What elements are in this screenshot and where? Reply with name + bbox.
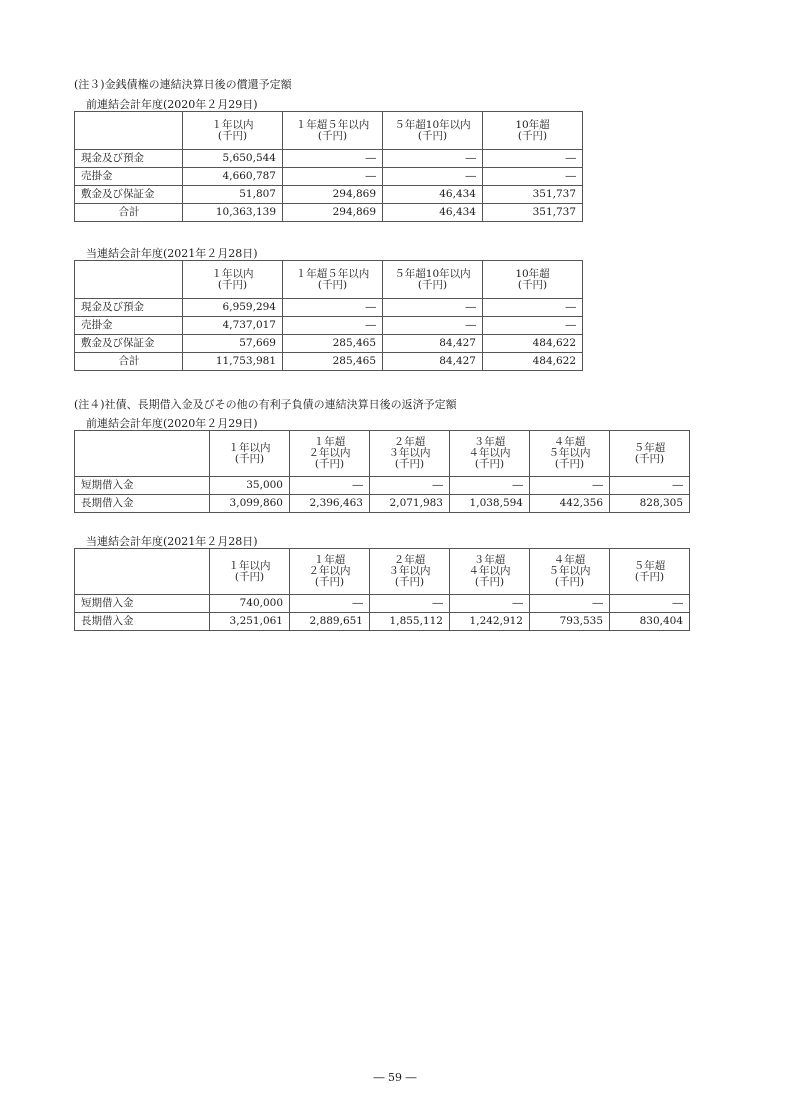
row-label: 売掛金: [75, 317, 183, 335]
table-cell: ―: [283, 150, 383, 168]
column-header: 10年超 (千円): [483, 261, 583, 299]
table-row: [75, 495, 690, 513]
header-corner: [75, 431, 210, 477]
note3-prev-period: 前連結会計年度(2020年２月29日): [86, 98, 258, 111]
column-header: 10年超 (千円): [483, 112, 583, 150]
column-header: ５年超 (千円): [610, 549, 690, 595]
table-cell: 3,099,860: [210, 495, 290, 513]
table-cell: 2,071,983: [370, 495, 450, 513]
column-header: ４年超 ５年以内 (千円): [530, 549, 610, 595]
table-cell: 84,427: [383, 335, 483, 353]
row-label: 現金及び預金: [75, 150, 183, 168]
row-label: 売掛金: [75, 168, 183, 186]
column-header: １年以内 (千円): [183, 261, 283, 299]
note3-curr-period: 当連結会計年度(2021年２月28日): [86, 247, 258, 260]
table-cell: ―: [290, 477, 370, 495]
table-cell: 1,242,912: [450, 613, 530, 631]
table-cell: 6,959,294: [183, 299, 283, 317]
table-cell: 294,869: [283, 204, 383, 222]
row-label: 長期借入金: [75, 613, 210, 631]
row-label: 敷金及び保証金: [75, 186, 183, 204]
table-cell: 46,434: [383, 186, 483, 204]
table-cell: ―: [483, 168, 583, 186]
header-row: [75, 431, 690, 477]
note4-curr-period: 当連結会計年度(2021年２月28日): [86, 535, 258, 548]
table-cell: ―: [610, 477, 690, 495]
note3-curr-table: [74, 260, 583, 371]
table-cell: 11,753,981: [183, 353, 283, 371]
column-header: １年以内 (千円): [210, 549, 290, 595]
table-cell: 484,622: [483, 353, 583, 371]
table-cell: ―: [283, 168, 383, 186]
note4-prev-table: [74, 430, 690, 513]
table-cell: 4,737,017: [183, 317, 283, 335]
column-header: ５年超 (千円): [610, 431, 690, 477]
table-cell: 51,807: [183, 186, 283, 204]
table-row: [75, 353, 583, 371]
table-cell: 84,427: [383, 353, 483, 371]
column-header: １年超５年以内 (千円): [283, 112, 383, 150]
table-cell: ―: [530, 595, 610, 613]
table-row: [75, 595, 690, 613]
table-cell: 294,869: [283, 186, 383, 204]
table-row: [75, 317, 583, 335]
table-cell: ―: [283, 299, 383, 317]
column-header: １年超 ２年以内 (千円): [290, 431, 370, 477]
table-cell: ―: [370, 595, 450, 613]
row-label: 長期借入金: [75, 495, 210, 513]
table-cell: 1,038,594: [450, 495, 530, 513]
note3-prev-table: [74, 111, 583, 222]
row-label: 合計: [75, 204, 183, 222]
header-row: [75, 261, 583, 299]
table-cell: ―: [450, 595, 530, 613]
column-header: １年以内 (千円): [210, 431, 290, 477]
table-cell: 830,404: [610, 613, 690, 631]
row-label: 短期借入金: [75, 595, 210, 613]
table-cell: ―: [383, 299, 483, 317]
header-row: [75, 112, 583, 150]
table-cell: 351,737: [483, 186, 583, 204]
header-corner: [75, 549, 210, 595]
row-label: 現金及び預金: [75, 299, 183, 317]
note4-prev-period: 前連結会計年度(2020年２月29日): [86, 417, 258, 430]
table-row: [75, 477, 690, 495]
table-row: [75, 168, 583, 186]
column-header: １年以内 (千円): [183, 112, 283, 150]
table-cell: 57,669: [183, 335, 283, 353]
row-label: 合計: [75, 353, 183, 371]
header-row: [75, 549, 690, 595]
table-cell: 46,434: [383, 204, 483, 222]
table-cell: ―: [483, 299, 583, 317]
table-cell: 285,465: [283, 335, 383, 353]
table-cell: ―: [370, 477, 450, 495]
table-cell: ―: [283, 317, 383, 335]
table-cell: ―: [290, 595, 370, 613]
column-header: １年超 ２年以内 (千円): [290, 549, 370, 595]
table-row: [75, 335, 583, 353]
column-header: ３年超 ４年以内 (千円): [450, 549, 530, 595]
table-cell: ―: [450, 477, 530, 495]
table-cell: ―: [483, 317, 583, 335]
table-row: [75, 204, 583, 222]
table-cell: 285,465: [283, 353, 383, 371]
table-cell: 740,000: [210, 595, 290, 613]
table-row: [75, 613, 690, 631]
table-cell: 828,305: [610, 495, 690, 513]
table-cell: ―: [383, 150, 483, 168]
column-header: １年超５年以内 (千円): [283, 261, 383, 299]
column-header: ３年超 ４年以内 (千円): [450, 431, 530, 477]
table-cell: 442,356: [530, 495, 610, 513]
table-row: [75, 150, 583, 168]
header-corner: [75, 261, 183, 299]
table-cell: ―: [483, 150, 583, 168]
row-label: 敷金及び保証金: [75, 335, 183, 353]
table-cell: 793,535: [530, 613, 610, 631]
column-header: ４年超 ５年以内 (千円): [530, 431, 610, 477]
row-label: 短期借入金: [75, 477, 210, 495]
table-cell: 484,622: [483, 335, 583, 353]
table-cell: 35,000: [210, 477, 290, 495]
column-header: ２年超 ３年以内 (千円): [370, 549, 450, 595]
page-number: ― 59 ―: [373, 1071, 417, 1084]
table-cell: 2,889,651: [290, 613, 370, 631]
table-cell: ―: [383, 168, 483, 186]
table-cell: 3,251,061: [210, 613, 290, 631]
table-cell: 4,660,787: [183, 168, 283, 186]
table-row: [75, 186, 583, 204]
note4-curr-table: [74, 548, 690, 631]
table-cell: 10,363,139: [183, 204, 283, 222]
column-header: ５年超10年以内 (千円): [383, 261, 483, 299]
column-header: ２年超 ３年以内 (千円): [370, 431, 450, 477]
table-cell: 1,855,112: [370, 613, 450, 631]
table-cell: ―: [383, 317, 483, 335]
table-cell: ―: [610, 595, 690, 613]
table-cell: 351,737: [483, 204, 583, 222]
column-header: ５年超10年以内 (千円): [383, 112, 483, 150]
note3-title: (注３)金銭債権の連結決算日後の償還予定額: [74, 78, 292, 91]
table-cell: 5,650,544: [183, 150, 283, 168]
table-row: [75, 299, 583, 317]
table-cell: ―: [530, 477, 610, 495]
header-corner: [75, 112, 183, 150]
table-cell: 2,396,463: [290, 495, 370, 513]
note4-title: (注４)社債、長期借入金及びその他の有利子負債の連結決算日後の返済予定額: [74, 398, 457, 411]
